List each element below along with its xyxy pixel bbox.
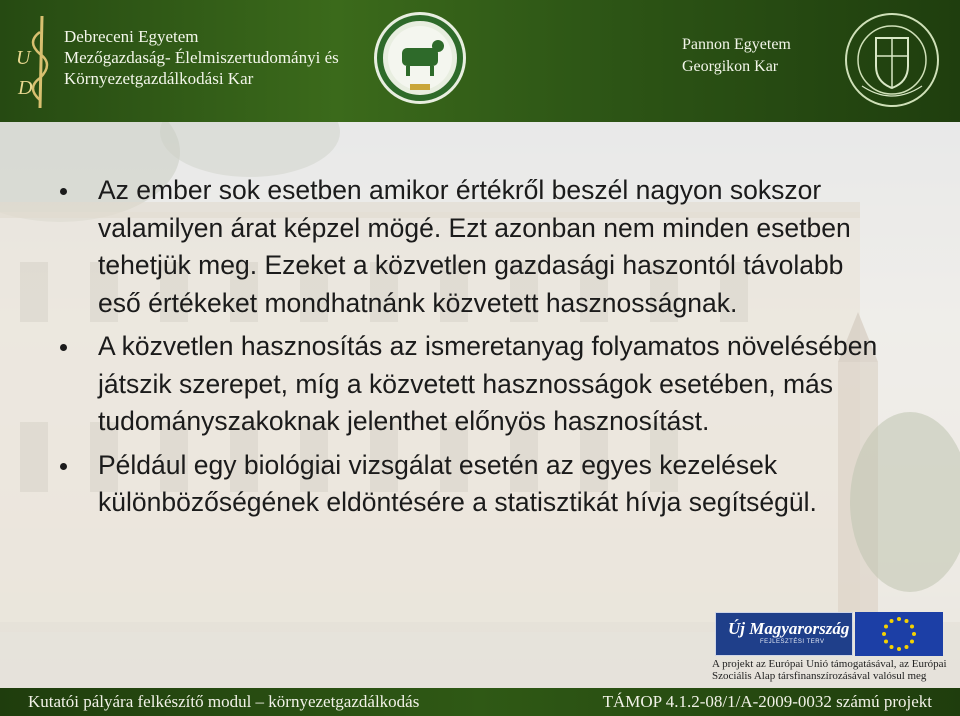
bullet-text: A közvetlen hasznosítás az ismeretanyag folyamatos növelésében játszik szerepet, míg a közvetett hasznosságok esetében, más tudományszakoknak jelenthet előnyös hasznosítást. [98,331,878,436]
header-band [0,0,960,122]
svg-text:U: U [16,47,31,69]
bullet-item [60,328,880,441]
pannon-institution [682,34,791,78]
bullet-item [60,447,880,522]
eu-note-line: Szociális Alap társfinanszírozásával valósul meg [712,670,927,682]
bullet-icon [60,188,67,195]
institution-line: Mezőgazdaság- Élelmiszertudományi és [64,48,339,67]
institution-line: Pannon Egyetem [682,36,791,53]
footer-module-title: Kutatói pályára felkészítő modul – környezetgazdálkodás [28,692,420,711]
fejlesztesi-terv-text: FEJLESZTÉSI TERV [760,639,825,645]
svg-text:D: D [18,77,33,99]
institution-line: Georgikon Kar [682,58,779,75]
eu-note-line: A projekt az Európai Unió támogatásával, az Európai [712,658,947,670]
uj-magyarorszag-logo [715,612,853,656]
bullet-text: Például egy biológiai vizsgálat esetén az egyes kezelések különbözőségének eldöntésére a statisztikát hívja segítségül. [98,449,817,517]
institution-line: Debreceni Egyetem [64,27,199,46]
eu-logos [715,612,943,656]
eu-flag-icon [855,612,943,656]
pannon-crest-icon [842,10,942,110]
uj-magyarorszag-text: Új Magyarország [728,619,850,638]
eu-funding-note [712,658,952,682]
debrecen-institution [64,26,339,89]
footer-project-code: TÁMOP 4.1.2-08/1/A-2009-0032 számú projekt [602,692,932,711]
bullet-text: Az ember sok esetben amikor értékről beszél nagyon sokszor valamilyen árat képzel mögé. Ezt azonban nem minden esetben tehetjük meg. Ezeket a közvetlen gazdasági haszontól távolabb eső értékeket mondhatnánk közvetett hasznosságnak. [98,175,851,318]
footer-band [0,688,960,716]
bullet-item [60,172,880,322]
bullet-icon [60,344,67,351]
bullet-list [60,172,880,528]
institution-line: Környezetgazdálkodási Kar [64,69,254,88]
bullet-icon [60,463,67,470]
university-seal-icon [372,10,468,106]
ud-logo-icon [10,12,58,110]
